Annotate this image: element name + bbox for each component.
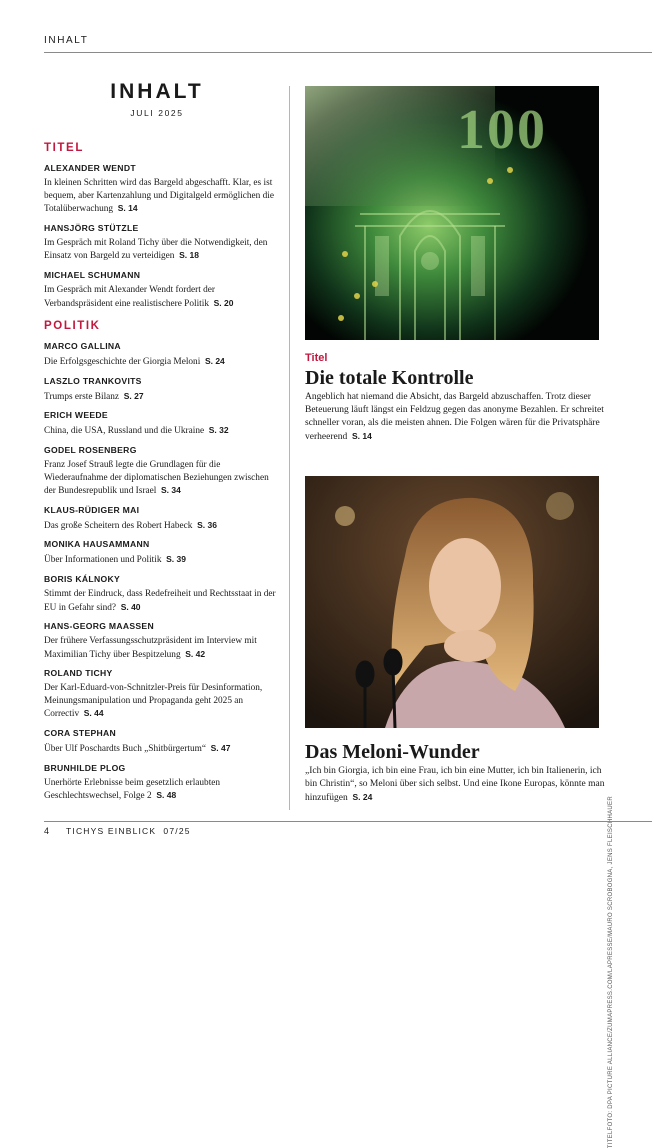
page-ref[interactable]: S. 34 — [160, 485, 181, 496]
entry-text: Unerhörte Erlebnisse beim gesetzlich erlaubten Geschlechtswechsel, Folge 2 — [44, 777, 221, 802]
page-ref[interactable]: S. 42 — [185, 648, 206, 659]
section-heading: TITEL — [44, 142, 84, 154]
banknote-illustration — [305, 86, 599, 340]
photo-credit — [608, 450, 618, 1148]
entry-author: BRUNHILDE PLOG — [44, 762, 126, 773]
toc-entry[interactable] — [44, 505, 276, 533]
entry-description — [44, 682, 276, 721]
entry-description — [44, 459, 276, 498]
feature1-text — [305, 391, 605, 444]
entry-text: Trumps erste Bilanz — [44, 391, 120, 402]
page-ref[interactable]: S. 44 — [83, 708, 104, 719]
feature1-title[interactable]: Die totale Kontrolle — [305, 367, 474, 389]
entry-text: Über Ulf Poschardts Buch „Shitbürgertum“ — [44, 744, 206, 755]
photo-credit-text: TITELFOTO: DPA PICTURE ALLIANCE/ZUMAPRESS.COM/LAPRESSE/MAURO SCROBOGNA, JENS FLEISCHHAUER — [608, 796, 614, 1148]
entry-author: ROLAND TICHY — [44, 668, 113, 679]
column-divider — [289, 86, 290, 810]
toc-entry[interactable] — [44, 163, 276, 216]
toc-title: INHALT — [110, 80, 204, 103]
page-number: 4 — [44, 826, 50, 836]
toc-entry[interactable] — [44, 668, 276, 721]
toc-entry[interactable] — [44, 223, 276, 263]
page-ref[interactable]: S. 24 — [204, 356, 225, 367]
entry-author: MARCO GALLINA — [44, 341, 121, 352]
running-head: INHALT — [44, 35, 89, 46]
entry-author: GODEL ROSENBERG — [44, 444, 137, 455]
feature2-description: „Ich bin Giorgia, ich bin eine Frau, ich bin eine Mutter, ich bin Italienerin, ich bin Christin“, so Meloni über sich selbst. Und eine Ikone Europas, könnte man hinzufügen — [305, 766, 605, 803]
banknote-image[interactable] — [305, 86, 599, 340]
entry-text: Der Karl-Eduard-von-Schnitzler-Preis für Desinformation, Meinungsmanipulation und Propaganda geht 2025 an Correctiv — [44, 683, 263, 720]
entry-description — [44, 284, 276, 310]
entry-description — [44, 424, 276, 438]
entry-description — [44, 390, 276, 404]
entry-author: HANSJÖRG STÜTZLE — [44, 222, 139, 233]
feature1-description: Angeblich hat niemand die Absicht, das Bargeld abzuschaffen. Trotz dieser Beteuerung läuft längst ein Feldzug gegen das anonyme Bezahlen. Er schreitet schneller voran, als die meisten ahnen. Die Folgen wären für die Privatsphäre verheerend — [305, 392, 604, 442]
entry-author: MICHAEL SCHUMANN — [44, 269, 141, 280]
magazine-name: TICHYS EINBLICK — [66, 826, 157, 836]
page-ref[interactable]: S. 47 — [210, 743, 231, 754]
page-ref[interactable]: S. 48 — [156, 790, 177, 801]
page-ref[interactable]: S. 39 — [166, 554, 186, 565]
toc-entry[interactable] — [44, 376, 276, 404]
entry-author: LASZLO TRANKOVITS — [44, 375, 142, 386]
page-ref[interactable]: S. 24 — [352, 792, 373, 802]
banknote-number: 100 — [457, 99, 547, 161]
entry-text: Im Gespräch mit Roland Tichy über die Notwendigkeit, den Einsatz von Bargeld zu verteidigen — [44, 237, 268, 262]
entry-description — [44, 553, 276, 567]
entry-text: Das große Scheitern des Robert Habeck — [44, 520, 193, 531]
table-of-contents — [44, 142, 276, 810]
top-rule — [44, 52, 652, 53]
toc-entry[interactable] — [44, 574, 276, 614]
meloni-portrait-image[interactable] — [305, 476, 599, 728]
entry-author: BORIS KÁLNOKY — [44, 573, 120, 584]
bottom-rule — [44, 821, 652, 822]
section-heading: POLITIK — [44, 320, 101, 333]
entry-author: MONIKA HAUSAMMANN — [44, 539, 150, 550]
entry-text: Der frühere Verfassungsschutzpräsident im Interview mit Maximilian Tichy über Bespitzelung — [44, 636, 257, 660]
footer-magazine — [66, 826, 191, 836]
entry-description — [44, 588, 276, 614]
entry-description — [44, 742, 276, 756]
page-ref[interactable]: S. 18 — [179, 250, 199, 261]
entry-author: CORA STEPHAN — [44, 728, 117, 739]
toc-entry[interactable] — [44, 341, 276, 369]
toc-entry[interactable] — [44, 445, 276, 498]
entry-text: Über Informationen und Politik — [44, 555, 162, 566]
entry-text: Stimmt der Eindruck, dass Redefreiheit und Rechtsstaat in der EU in Gefahr sind? — [44, 588, 276, 613]
page-ref[interactable]: S. 27 — [123, 390, 144, 401]
entry-text: In kleinen Schritten wird das Bargeld abgeschafft. Klar, es ist bequem, aber Kartenzahlung und Digitalgeld ermöglichen die Totalüberwachung — [44, 178, 275, 215]
entry-description — [44, 237, 276, 263]
entry-author: ALEXANDER WENDT — [44, 163, 136, 173]
feature2-text — [305, 765, 605, 805]
entry-description — [44, 177, 276, 216]
page-ref[interactable]: S. 36 — [197, 519, 217, 530]
page-ref[interactable]: S. 20 — [213, 297, 234, 308]
page-ref[interactable]: S. 14 — [351, 431, 372, 441]
entry-author: ERICH WEEDE — [44, 410, 108, 421]
page-ref[interactable]: S. 14 — [117, 203, 138, 214]
page-ref[interactable]: S. 40 — [120, 601, 141, 612]
toc-entry[interactable] — [44, 728, 276, 756]
entry-description — [44, 355, 276, 369]
toc-entry[interactable] — [44, 621, 276, 661]
entry-description — [44, 777, 276, 803]
entry-description — [44, 519, 276, 533]
entry-text: Franz Josef Strauß legte die Grundlagen für die Wiederaufnahme der diplomatischen Beziehungen zwischen der Bundesrepublik und Israel — [44, 459, 269, 497]
toc-entry[interactable] — [44, 763, 276, 803]
entry-author: KLAUS-RÜDIGER MAI — [44, 504, 140, 515]
page-ref[interactable]: S. 32 — [208, 425, 229, 436]
toc-date: JULI 2025 — [130, 108, 184, 118]
feature2-title[interactable]: Das Meloni-Wunder — [305, 741, 480, 763]
entry-author: HANS-GEORG MAASSEN — [44, 621, 154, 632]
entry-text: China, die USA, Russland und die Ukraine — [44, 426, 205, 437]
toc-entry[interactable] — [44, 270, 276, 310]
entry-description — [44, 635, 276, 661]
toc-entry[interactable] — [44, 539, 276, 567]
entry-text: Im Gespräch mit Alexander Wendt fordert der Verbandspräsident eine realistischere Politik — [44, 284, 216, 309]
toc-entry[interactable] — [44, 410, 276, 438]
feature1-kicker: Titel — [305, 352, 328, 364]
issue-number: 07/25 — [163, 826, 191, 836]
entry-text: Die Erfolgsgeschichte der Giorgia Meloni — [44, 357, 201, 368]
portrait-illustration — [305, 476, 599, 728]
